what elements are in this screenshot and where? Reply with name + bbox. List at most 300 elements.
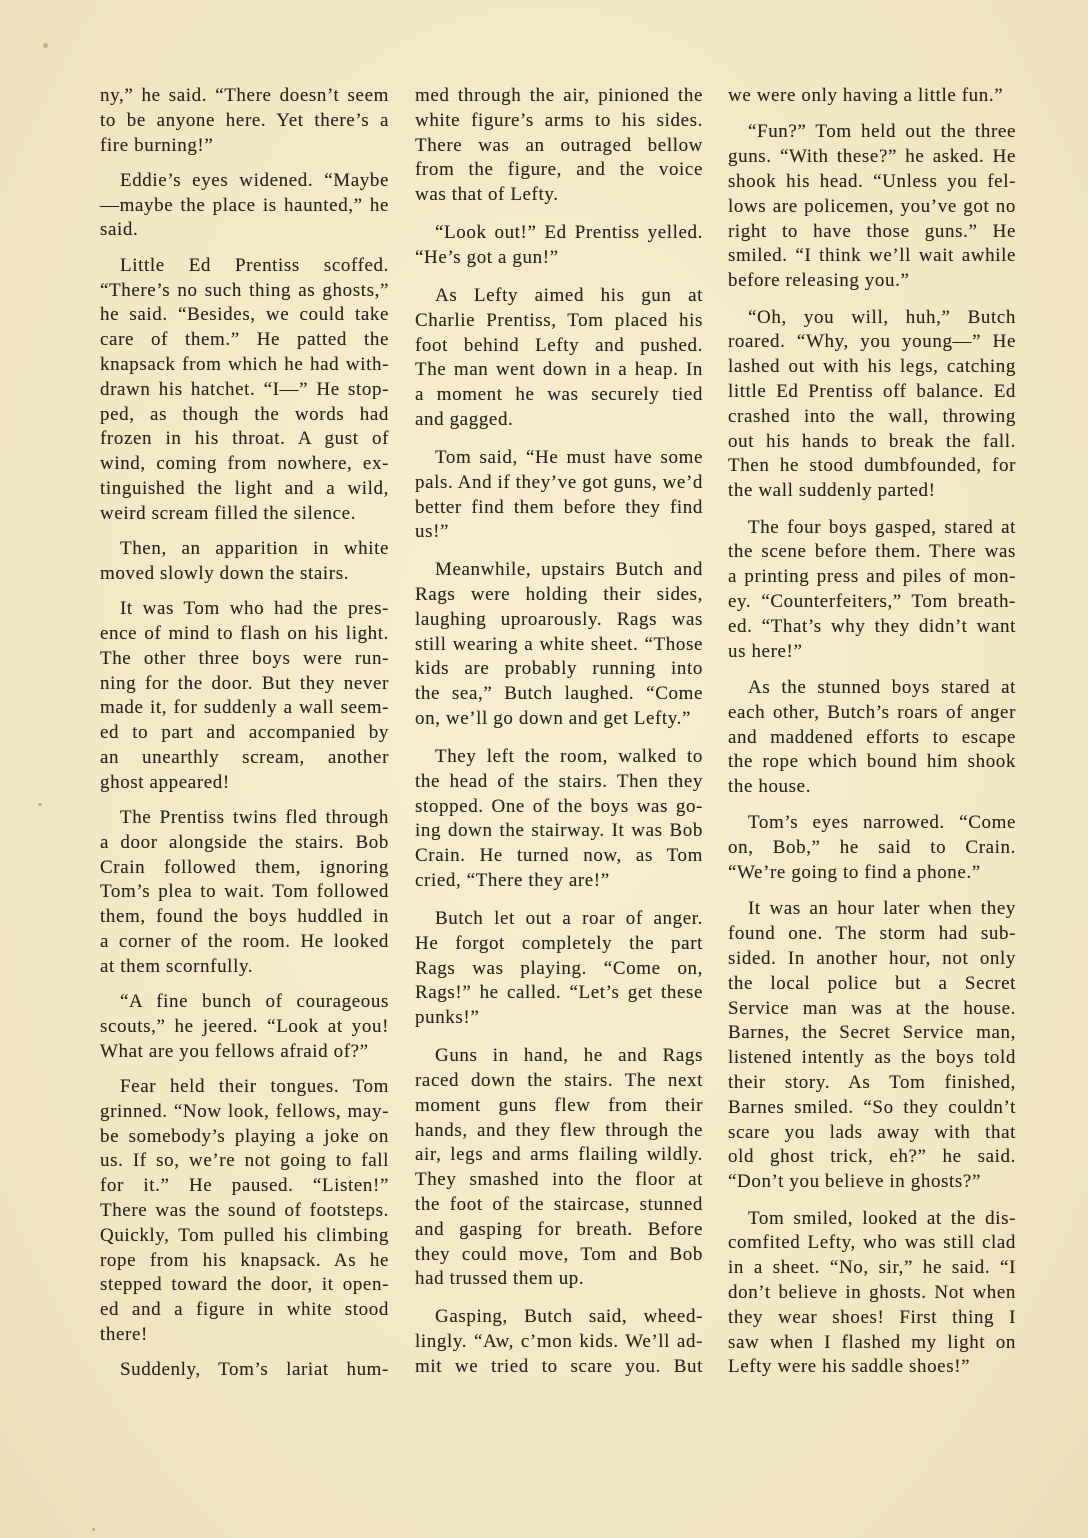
line-text: the head of the stairs. Then they xyxy=(415,770,703,792)
line-text: he said. “Besides, we could take xyxy=(100,304,389,326)
line-text: The man went down in a heap. In xyxy=(415,359,703,381)
text-line xyxy=(415,1218,703,1243)
line-text: Crain. He turned now, as Tom xyxy=(415,845,703,867)
line-text: ing down the stairway. It was Bob xyxy=(415,820,703,842)
paper-speck xyxy=(38,803,42,806)
text-line xyxy=(415,84,703,109)
line-text: “Fun?” Tom held out the three xyxy=(748,121,1016,143)
line-text: the local police but a Secret xyxy=(728,972,1016,994)
paragraph xyxy=(728,897,1016,1195)
line-text: weird scream filled the silence. xyxy=(100,502,357,524)
line-text: in a sheet. “No, sir,” he said. “I xyxy=(728,1257,1016,1279)
text-line xyxy=(415,358,703,383)
line-text: Then, an apparition in white xyxy=(120,538,389,560)
paragraph xyxy=(415,907,703,1031)
text-line xyxy=(120,1075,389,1100)
text-line xyxy=(100,562,389,587)
line-text: fire burning!” xyxy=(100,134,214,156)
line-text: and gagged. xyxy=(415,408,514,430)
line-text: “Don’t you believe in ghosts?” xyxy=(728,1171,981,1193)
text-line xyxy=(415,770,703,795)
text-column-middle xyxy=(415,84,703,1380)
line-text: and maddened efforts to escape xyxy=(728,726,1016,748)
line-text: ey. “Counterfeiters,” Tom breath- xyxy=(728,590,1016,612)
text-line xyxy=(415,309,703,334)
text-line xyxy=(435,221,703,246)
text-line xyxy=(728,615,1016,640)
text-line xyxy=(415,932,703,957)
text-line xyxy=(748,676,1016,701)
line-text: listened intently as the boys told xyxy=(728,1047,1016,1069)
paragraph xyxy=(728,676,1016,800)
text-line xyxy=(728,269,1016,294)
text-line xyxy=(100,880,389,905)
text-line xyxy=(415,183,703,208)
line-text: moved slowly down the stairs. xyxy=(100,562,350,584)
text-line xyxy=(100,1199,389,1224)
line-text: was that of Lefty. xyxy=(415,184,559,206)
text-line xyxy=(120,806,389,831)
text-line xyxy=(435,745,703,770)
text-line xyxy=(100,279,389,304)
line-text: crashed into the wall, throwing xyxy=(728,405,1016,427)
text-line xyxy=(100,378,389,403)
text-line xyxy=(100,1224,389,1249)
paragraph xyxy=(100,990,389,1064)
text-line xyxy=(120,597,389,622)
line-text: drawn his hatchet. “I—” He stop- xyxy=(100,378,389,400)
line-text: “There’s no such thing as ghosts,” xyxy=(100,279,389,301)
line-text: a door alongside the stairs. Bob xyxy=(100,831,389,853)
line-text: from the figure, and the voice xyxy=(415,159,703,181)
paragraph xyxy=(100,597,389,795)
paragraph xyxy=(100,254,389,527)
line-text: “Look out!” Ed Prentiss yelled. xyxy=(435,222,703,244)
line-text: stepped toward the door, it open- xyxy=(100,1274,389,1296)
text-line xyxy=(728,244,1016,269)
line-text: the scene before them. There was xyxy=(728,541,1016,563)
text-line xyxy=(415,383,703,408)
line-text: little Ed Prentiss off balance. Ed xyxy=(728,380,1016,402)
text-line xyxy=(415,1094,703,1119)
line-text: punks!” xyxy=(415,1007,480,1029)
text-line xyxy=(415,1168,703,1193)
line-text: grinned. “Now look, fellows, may- xyxy=(100,1100,389,1122)
line-text: don’t believe in ghosts. Not when xyxy=(728,1282,1016,1304)
line-text: each other, Butch’s roars of anger xyxy=(728,701,1016,723)
text-line xyxy=(415,109,703,134)
text-line xyxy=(120,169,389,194)
text-line xyxy=(728,701,1016,726)
line-text: laughing uproarously. Rags was xyxy=(415,608,703,630)
paragraph xyxy=(728,811,1016,885)
line-text: there! xyxy=(100,1323,148,1345)
paragraph xyxy=(100,169,389,243)
text-line xyxy=(415,1006,703,1031)
line-text: med through the air, pinioned the xyxy=(415,85,703,106)
text-line xyxy=(728,836,1016,861)
text-line xyxy=(415,819,703,844)
line-text: He forgot completely the part xyxy=(415,932,703,954)
line-text: air, legs and arms flailing wildly. xyxy=(415,1144,703,1166)
line-text: guns. “With these?” he asked. He xyxy=(728,146,1016,168)
text-line xyxy=(100,1040,389,1065)
text-line xyxy=(728,1046,1016,1071)
paragraph xyxy=(415,558,703,732)
text-line xyxy=(100,1174,389,1199)
text-line xyxy=(100,856,389,881)
text-line xyxy=(728,1121,1016,1146)
line-text: shook his head. “Unless you fel- xyxy=(728,170,1016,192)
text-line xyxy=(748,897,1016,922)
text-line xyxy=(748,120,1016,145)
line-text: old ghost trick, eh?” he said. xyxy=(728,1146,1016,1168)
line-text: Rags were holding their sides, xyxy=(415,584,703,606)
text-line xyxy=(415,1267,703,1292)
text-line xyxy=(100,403,389,428)
line-text: made it, for suddenly a wall seem- xyxy=(100,697,389,719)
text-line xyxy=(100,930,389,955)
line-text: tinguished the light and a wild, xyxy=(100,477,389,499)
text-line xyxy=(100,194,389,219)
text-line xyxy=(415,981,703,1006)
line-text: still wearing a white sheet. “Those xyxy=(415,633,703,655)
text-line xyxy=(415,1193,703,1218)
text-line xyxy=(120,990,389,1015)
text-line xyxy=(100,1249,389,1274)
line-text: sided. In another hour, not only xyxy=(728,948,1016,970)
line-text: them, found the boys huddled in xyxy=(100,906,389,928)
text-line xyxy=(100,502,389,527)
text-line xyxy=(120,254,389,279)
text-line xyxy=(728,640,1016,665)
line-text: us!” xyxy=(415,521,450,543)
line-text: “He’s got a gun!” xyxy=(415,246,559,268)
line-text: They left the room, walked to xyxy=(435,746,703,768)
text-line xyxy=(728,454,1016,479)
text-line xyxy=(100,1015,389,1040)
line-text: better find them before they find xyxy=(415,496,703,518)
line-text: What are you fellows afraid of?” xyxy=(100,1040,369,1062)
text-line xyxy=(100,647,389,672)
paragraph xyxy=(728,306,1016,504)
line-text: ed and a figure in white stood xyxy=(100,1299,389,1321)
line-text: knapsack from which he had with- xyxy=(100,353,389,375)
line-text: before releasing you.” xyxy=(728,270,910,292)
text-line xyxy=(728,170,1016,195)
line-text: lashed out with his legs, catching xyxy=(728,356,1016,378)
text-line xyxy=(728,1021,1016,1046)
line-text: the rope which bound him shook xyxy=(728,751,1016,773)
line-text: found one. The storm had sub- xyxy=(728,923,1016,945)
line-text: Gasping, Butch said, wheed- xyxy=(435,1306,703,1328)
text-line xyxy=(728,1306,1016,1331)
text-line xyxy=(415,246,703,271)
line-text: raced down the stairs. The next xyxy=(415,1070,703,1091)
text-line xyxy=(415,583,703,608)
line-text: As Lefty aimed his gun at xyxy=(435,284,703,306)
text-line xyxy=(748,1207,1016,1232)
line-text: cried, “There they are!” xyxy=(415,870,610,892)
line-text: kids are probably running into xyxy=(415,658,703,680)
paragraph xyxy=(415,284,703,433)
line-text: Guns in hand, he and Rags xyxy=(435,1045,703,1067)
text-line xyxy=(415,1143,703,1168)
line-text: right to have those guns.” He xyxy=(728,220,1016,242)
line-text: wind, coming from nowhere, ex- xyxy=(100,453,389,475)
paragraph xyxy=(415,446,703,545)
line-text: Little Ed Prentiss scoffed. xyxy=(120,254,389,276)
line-text: the wall suddenly parted! xyxy=(728,480,936,502)
line-text: mit we tried to scare you. But xyxy=(415,1355,703,1377)
line-text: Tom said, “He must have some xyxy=(435,446,703,468)
text-line xyxy=(435,446,703,471)
line-text: the foot of the staircase, stunned xyxy=(415,1193,703,1215)
text-line xyxy=(100,1100,389,1125)
text-line xyxy=(728,1096,1016,1121)
line-text: an unearthly scream, another xyxy=(100,746,389,768)
text-line xyxy=(415,1119,703,1144)
line-text: Eddie’s eyes widened. “Maybe xyxy=(120,169,389,191)
line-text: ning for the door. But they never xyxy=(100,672,389,694)
text-line xyxy=(728,1071,1016,1096)
text-line xyxy=(728,1256,1016,1281)
text-line xyxy=(748,811,1016,836)
text-line xyxy=(415,334,703,359)
text-line xyxy=(100,427,389,452)
line-text: Charlie Prentiss, Tom placed his xyxy=(415,309,703,331)
text-line xyxy=(100,771,389,796)
text-line xyxy=(728,540,1016,565)
text-line xyxy=(728,775,1016,800)
line-text: Service man was at the house. xyxy=(728,997,1016,1019)
paragraph xyxy=(415,745,703,894)
text-line xyxy=(415,1355,703,1380)
line-text: lingly. “Aw, c’mon kids. We’ll ad- xyxy=(415,1331,703,1353)
line-text: Suddenly, Tom’s lariat hum- xyxy=(120,1359,389,1381)
text-line xyxy=(415,633,703,658)
text-line xyxy=(748,306,1016,331)
text-line xyxy=(728,1170,1016,1195)
text-line xyxy=(100,1273,389,1298)
line-text: care of them.” He patted the xyxy=(100,329,389,351)
line-text: ed to part and accompanied by xyxy=(100,722,389,744)
line-text: we were only having a little fun.” xyxy=(728,85,1004,106)
paragraph xyxy=(100,537,389,587)
line-text: Meanwhile, upstairs Butch and xyxy=(435,559,703,581)
text-line xyxy=(100,1298,389,1323)
text-line xyxy=(728,997,1016,1022)
text-line xyxy=(415,1243,703,1268)
paragraph xyxy=(415,1305,703,1379)
text-line xyxy=(100,452,389,477)
text-line xyxy=(120,1358,389,1383)
paragraph xyxy=(728,1207,1016,1381)
line-text: It was an hour later when they xyxy=(748,898,1016,920)
line-text: ed. “That’s why they didn’t want xyxy=(728,615,1016,637)
line-text: comfited Lefty, who was still clad xyxy=(728,1232,1016,1254)
line-text: The four boys gasped, stared at xyxy=(748,516,1016,538)
text-line xyxy=(728,220,1016,245)
text-line xyxy=(728,1281,1016,1306)
line-text: They smashed into the floor at xyxy=(415,1169,703,1191)
line-text: stopped. One of the boys was go- xyxy=(415,795,703,817)
text-line xyxy=(415,657,703,682)
line-text: Tom smiled, looked at the dis- xyxy=(748,1207,1016,1229)
text-line xyxy=(415,408,703,433)
line-text: Then he stood dumbfounded, for xyxy=(728,455,1016,477)
paragraph xyxy=(415,221,703,271)
text-line xyxy=(728,565,1016,590)
text-line xyxy=(100,328,389,353)
line-text: Lefty were his saddle shoes!” xyxy=(728,1356,971,1378)
line-text: Fear held their tongues. Tom xyxy=(120,1075,389,1097)
text-line xyxy=(728,590,1016,615)
line-text: pals. And if they’ve got guns, we’d xyxy=(415,471,703,493)
line-text: roared. “Why, you young—” He xyxy=(728,331,1016,353)
text-line xyxy=(100,746,389,771)
text-line xyxy=(100,134,389,159)
paragraph xyxy=(100,1358,389,1383)
line-text: a printing press and piles of mon- xyxy=(728,566,1016,588)
text-line xyxy=(728,405,1016,430)
text-line xyxy=(415,844,703,869)
line-text: they could move, Tom and Bob xyxy=(415,1243,703,1265)
text-line xyxy=(100,622,389,647)
text-line xyxy=(728,1355,1016,1380)
line-text: us here!” xyxy=(728,640,803,662)
text-line xyxy=(728,380,1016,405)
line-text: be somebody’s playing a joke on xyxy=(100,1125,389,1147)
paragraph xyxy=(100,84,389,158)
line-text: Quickly, Tom pulled his climbing xyxy=(100,1224,389,1246)
line-text: There was the sound of footsteps. xyxy=(100,1199,389,1221)
text-line xyxy=(728,972,1016,997)
text-line xyxy=(728,355,1016,380)
text-line xyxy=(100,303,389,328)
line-text: they wear shoes! First thing I xyxy=(728,1306,1016,1328)
text-line xyxy=(415,471,703,496)
text-line xyxy=(100,84,389,109)
paragraph xyxy=(415,84,703,208)
line-text: scouts,” he jeered. “Look at you! xyxy=(100,1015,389,1037)
text-line xyxy=(728,750,1016,775)
line-text: hands, and they flew through the xyxy=(415,1119,703,1141)
text-line xyxy=(415,496,703,521)
line-text: Butch let out a roar of anger. xyxy=(435,908,703,930)
line-text: their story. As Tom finished, xyxy=(728,1072,1016,1094)
text-line xyxy=(100,1125,389,1150)
line-text: scare you lads away with that xyxy=(728,1121,1016,1143)
text-line xyxy=(415,520,703,545)
text-line xyxy=(415,158,703,183)
text-line xyxy=(100,696,389,721)
line-text: “A fine bunch of courageous xyxy=(120,991,389,1013)
line-text: out his hands to break the fall. xyxy=(728,430,1016,452)
text-line xyxy=(728,479,1016,504)
text-line xyxy=(120,537,389,562)
text-line xyxy=(100,831,389,856)
text-line xyxy=(728,726,1016,751)
line-text: saw when I flashed my light on xyxy=(728,1331,1016,1353)
text-line xyxy=(435,558,703,583)
paragraph xyxy=(415,1044,703,1292)
line-text: at them scornfully. xyxy=(100,955,254,977)
text-line xyxy=(728,145,1016,170)
line-text: Barnes smiled. “So they couldn’t xyxy=(728,1096,1016,1118)
paper-speck xyxy=(43,43,48,48)
line-text: foot behind Lefty and pushed. xyxy=(415,334,703,356)
paragraph xyxy=(728,120,1016,294)
line-text: rope from his knapsack. As he xyxy=(100,1249,389,1271)
line-text: It was Tom who had the pres- xyxy=(120,598,389,620)
line-text: said. xyxy=(100,219,139,241)
text-line xyxy=(100,1323,389,1348)
line-text: Crain followed them, ignoring xyxy=(100,856,389,878)
text-line xyxy=(435,1044,703,1069)
text-column-left xyxy=(100,84,389,1383)
text-line xyxy=(415,795,703,820)
text-line xyxy=(100,1149,389,1174)
text-line xyxy=(728,922,1016,947)
line-text: lows are policemen, you’ve got no xyxy=(728,195,1016,217)
text-line xyxy=(415,682,703,707)
line-text: Tom’s plea to wait. Tom followed xyxy=(100,881,389,903)
text-line xyxy=(728,430,1016,455)
text-line xyxy=(100,218,389,243)
line-text: on, Bob,” he said to Crain. xyxy=(728,837,1016,859)
line-text: frozen in his throat. A gust of xyxy=(100,428,389,450)
text-line xyxy=(728,195,1016,220)
text-line xyxy=(435,284,703,309)
text-line xyxy=(100,955,389,980)
line-text: Tom’s eyes narrowed. “Come xyxy=(748,812,1016,834)
line-text: Rags!” he called. “Let’s get these xyxy=(415,982,703,1004)
line-text: the house. xyxy=(728,776,812,798)
line-text: the sea,” Butch laughed. “Come xyxy=(415,683,703,705)
line-text: ped, as though the words had xyxy=(100,403,389,425)
line-text: moment guns flew from their xyxy=(415,1094,703,1116)
text-line xyxy=(100,905,389,930)
text-line xyxy=(415,608,703,633)
paragraph xyxy=(100,806,389,980)
line-text: “Oh, you will, huh,” Butch xyxy=(748,306,1016,328)
text-line xyxy=(435,907,703,932)
text-line xyxy=(728,1331,1016,1356)
text-line xyxy=(415,1069,703,1094)
line-text: As the stunned boys stared at xyxy=(748,676,1016,698)
line-text: The other three boys were run- xyxy=(100,647,389,669)
text-line xyxy=(728,947,1016,972)
text-line xyxy=(728,84,1016,109)
text-line xyxy=(728,861,1016,886)
line-text: a moment he was securely tied xyxy=(415,384,703,406)
text-line xyxy=(415,707,703,732)
text-line xyxy=(728,1231,1016,1256)
paragraph xyxy=(100,1075,389,1348)
text-line xyxy=(100,721,389,746)
line-text: on, we’ll go down and get Lefty.” xyxy=(415,708,692,730)
line-text: to be anyone here. Yet there’s a xyxy=(100,109,389,131)
text-line xyxy=(100,353,389,378)
text-line xyxy=(415,957,703,982)
line-text: ghost appeared! xyxy=(100,771,230,793)
text-line xyxy=(100,672,389,697)
text-line xyxy=(415,134,703,159)
text-line xyxy=(100,477,389,502)
text-line xyxy=(728,330,1016,355)
text-line xyxy=(748,516,1016,541)
